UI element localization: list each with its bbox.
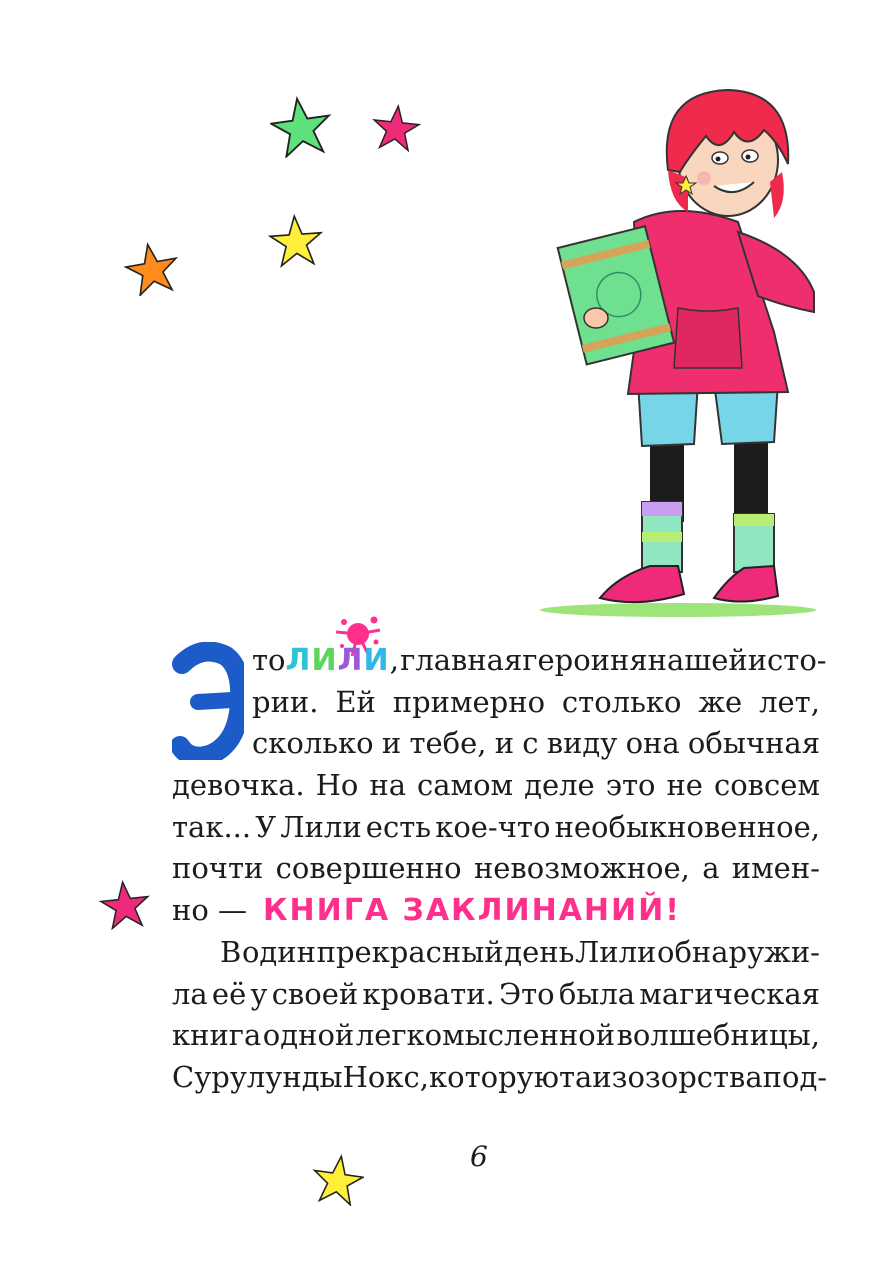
text-word: сколько [252,726,374,761]
text-word: главная [400,643,523,677]
text-word: это [605,768,656,803]
text-word: Лили [280,809,362,844]
text-word: Нокс, [342,1059,429,1094]
text-word: у [250,976,268,1011]
text-word: прекрасный [316,934,504,969]
text-word: лет, [759,684,820,719]
text-line-11 [172,1057,828,1099]
text-word: невозможное, [473,851,690,886]
star-pink-icon [370,104,422,152]
text-word: та [558,1059,593,1094]
text-word: но — [172,893,248,928]
lili-letter: Л [285,643,312,678]
text-line-9 [172,974,820,1016]
text-word: девочка. [172,768,305,803]
text-word: У [255,809,277,844]
text-word: виду [546,726,618,761]
text-word: книга [172,1018,262,1053]
text-word: своей [271,976,359,1011]
text-word: есть [365,809,432,844]
star-orange-icon [124,242,180,296]
text-word: героиня [522,643,648,677]
text-word: совершенно [275,851,462,886]
text-line-6 [172,848,820,890]
text-line-8 [172,932,820,974]
text-line-2 [172,682,820,724]
text-word: магическая [639,976,820,1011]
text-word: самом [417,768,514,803]
text-line-7 [172,890,820,932]
text-word: необыкновенное, [554,809,820,844]
text-word: и [381,726,402,761]
text-word: она [625,726,680,761]
text-line-3 [172,723,820,765]
text-line-5 [172,807,820,849]
text-word: , [389,643,401,678]
star-pink-margin-icon [98,880,152,930]
text-word: обнаружи- [657,934,820,969]
text-word: В [220,934,242,969]
text-word: Сурулунды [172,1059,343,1094]
page-number: 6 [470,1140,488,1173]
text-line-10 [172,1015,820,1057]
star-yellow-icon [268,214,324,268]
text-word: имен- [731,851,820,886]
text-word: ла [172,976,208,1011]
text-word: а [702,851,720,886]
text-word: Ей [335,684,376,719]
text-word: не [666,768,703,803]
text-word: из [592,1059,628,1094]
text-word: то [252,643,286,677]
text-word: Это [498,976,555,1011]
spellbook-highlight: КНИГА ЗАКЛИНАНИЙ! [263,893,681,929]
text-word: кое-что [435,809,551,844]
lili-illustration [538,82,820,626]
lili-highlight [286,640,401,682]
text-word: с [522,726,539,761]
text-word: её [211,976,247,1011]
text-word: и [494,726,515,761]
text-word: под- [762,1059,828,1094]
text-word: одной [262,1018,355,1053]
text-word: исто- [747,643,827,677]
text-word: день [504,934,575,969]
text-word: тебе, [409,726,487,761]
text-word: Лили [575,934,657,969]
text-word: совсем [713,768,820,803]
text-word: примерно [392,684,546,719]
text-word: Но [315,768,359,803]
text-word: озорства [627,1059,763,1094]
text-word: столько [561,684,682,719]
lili-letter: Л [337,643,364,678]
text-word: легкомысленной [355,1018,616,1053]
text-word: почти [172,851,264,886]
text-word: так... [172,809,252,844]
text-word: кровати. [362,976,495,1011]
star-yellow-bottom-icon [312,1154,364,1206]
text-word: нашей [647,643,748,677]
text-word: волшебницы, [616,1018,820,1053]
text-word: же [698,684,743,719]
body-text [172,640,828,1099]
lili-letter: И [311,643,338,678]
text-line-4 [172,765,820,807]
text-word: деле [524,768,595,803]
text-line-1 [172,640,827,682]
star-green-icon [270,96,332,158]
lili-letter: И [363,643,390,678]
text-word: была [558,976,636,1011]
text-word: обычная [687,726,820,761]
text-word: один [241,934,316,969]
text-word: на [369,768,406,803]
text-word: рии. [252,684,319,719]
text-word: которую [428,1059,559,1094]
